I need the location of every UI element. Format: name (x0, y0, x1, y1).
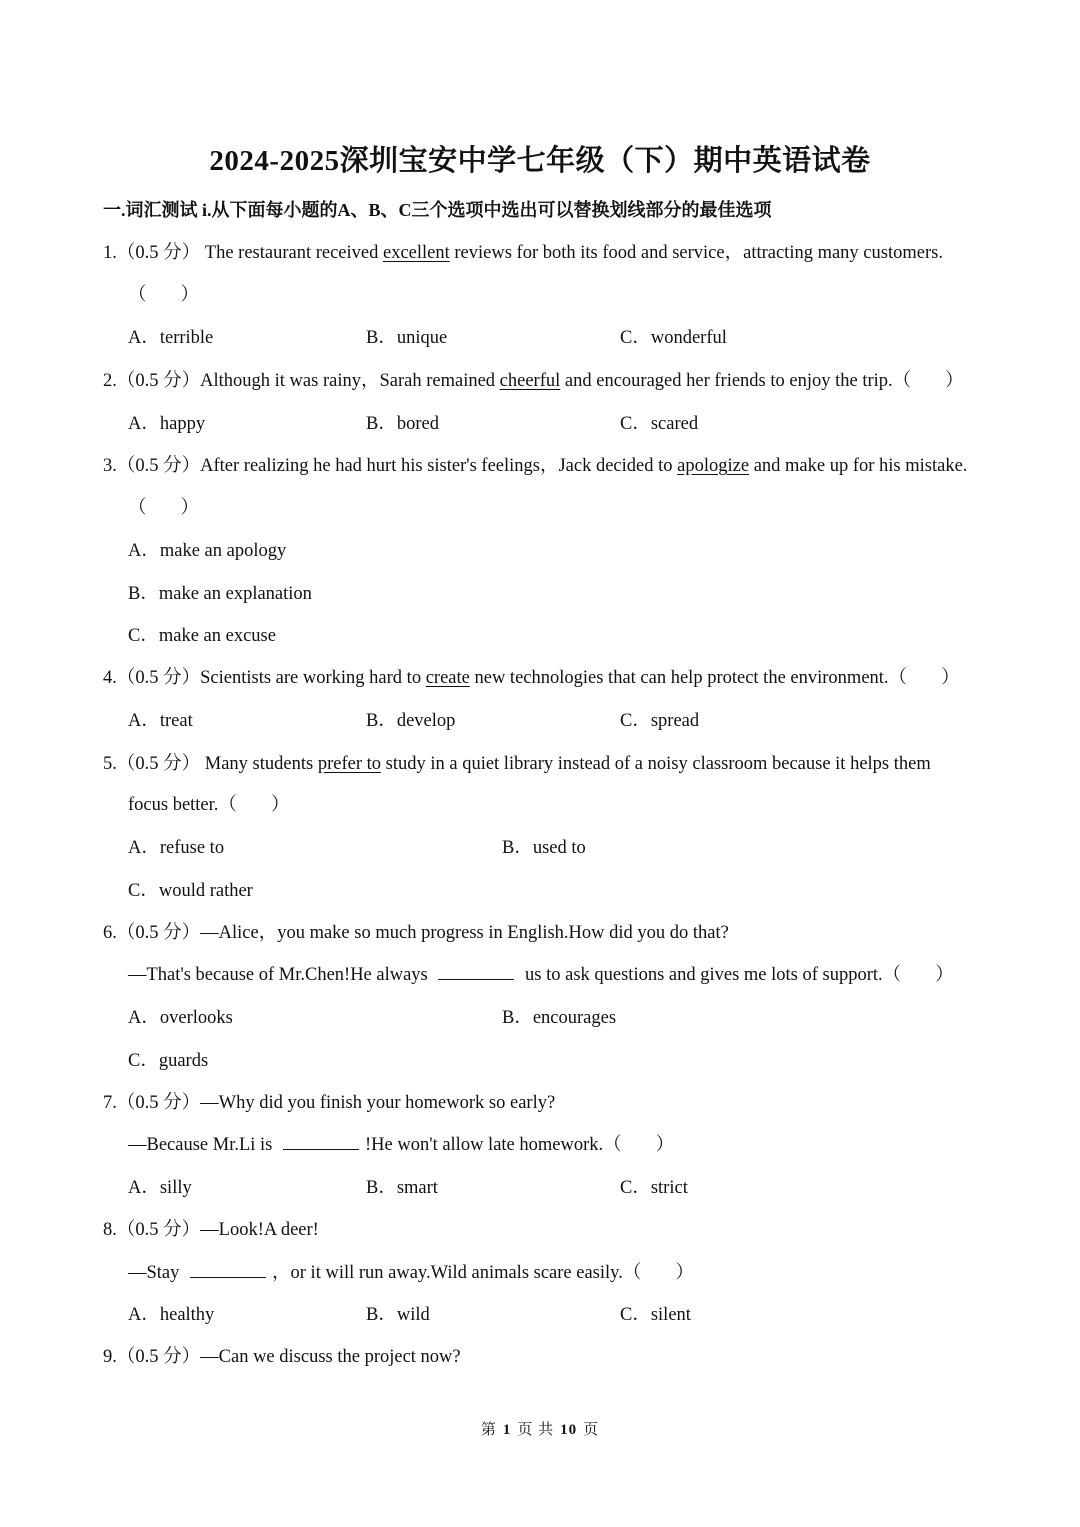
page-title: 2024-2025深圳宝安中学七年级（下）期中英语试卷 (209, 145, 871, 177)
answer-blank (438, 963, 514, 980)
question-4: 4.（0.5 分）Scientists are working hard to create new technologies that can help protect the environment.（ ） (103, 668, 960, 688)
question-8-dialog: —Stay ，or it will run away.Wild animals scare easily.（ ） (128, 1263, 694, 1283)
page-footer: 第 1 页 共 10 页 (480, 1422, 600, 1438)
option-b: B．wild (366, 1305, 430, 1325)
underlined-word: excellent (382, 243, 450, 263)
option-b: B．used to (502, 838, 586, 858)
answer-blank (283, 1133, 359, 1150)
question-1: 1.（0.5 分） The restaurant received excellent reviews for both its food and service，attracting many customers. (103, 243, 943, 263)
option-a: A．happy (128, 414, 206, 434)
question-5-cont: focus better.（ ） (128, 795, 290, 815)
answer-paren: （ ） (128, 285, 200, 305)
answer-paren: （ ） (128, 498, 200, 518)
option-c: C．wonderful (620, 328, 727, 348)
question-2: 2.（0.5 分）Although it was rainy，Sarah remained cheerful and encouraged her friends to enjoy the trip.（ ） (103, 371, 964, 391)
question-8: 8.（0.5 分）—Look!A deer! (103, 1220, 319, 1240)
option-b: B．bored (366, 414, 439, 434)
option-c: C．would rather (128, 881, 253, 901)
section-heading: 一.词汇测试 i.从下面每小题的A、B、C三个选项中选出可以替换划线部分的最佳选项 (103, 200, 772, 220)
question-6-dialog: —That's because of Mr.Chen!He always us to ask questions and gives me lots of support.（ ） (128, 965, 954, 985)
option-b: B．develop (366, 711, 456, 731)
underlined-word: create (425, 668, 470, 688)
question-3: 3.（0.5 分）After realizing he had hurt his sister's feelings，Jack decided to apologize and make up for his mistake. (103, 456, 968, 476)
option-c: C．scared (620, 414, 699, 434)
answer-blank (190, 1261, 266, 1278)
option-c: C．guards (128, 1051, 209, 1071)
option-b: B．smart (366, 1178, 438, 1198)
option-a: A．treat (128, 711, 193, 731)
option-a: A．silly (128, 1178, 192, 1198)
option-b: B．make an explanation (128, 584, 312, 604)
option-a: A．make an apology (128, 541, 287, 561)
question-6: 6.（0.5 分）—Alice，you make so much progress in English.How did you do that? (103, 923, 729, 943)
question-7-dialog: —Because Mr.Li is !He won't allow late homework.（ ） (128, 1135, 675, 1155)
option-a: A．overlooks (128, 1008, 233, 1028)
underlined-word: prefer to (317, 754, 381, 774)
option-a: A．terrible (128, 328, 214, 348)
page-number: 1 (502, 1422, 512, 1438)
option-a: A．refuse to (128, 838, 225, 858)
option-c: C．spread (620, 711, 700, 731)
option-c: C．strict (620, 1178, 688, 1198)
option-c: C．make an excuse (128, 626, 276, 646)
question-7: 7.（0.5 分）—Why did you finish your homework so early? (103, 1093, 556, 1113)
underlined-word: apologize (677, 456, 750, 476)
option-b: B．unique (366, 328, 448, 348)
option-c: C．silent (620, 1305, 691, 1325)
question-9: 9.（0.5 分）—Can we discuss the project now? (103, 1347, 461, 1367)
question-5: 5.（0.5 分） Many students prefer to study in a quiet library instead of a noisy classroom because it helps them (103, 754, 931, 774)
page-total: 10 (560, 1422, 578, 1438)
underlined-word: cheerful (499, 371, 561, 391)
option-a: A．healthy (128, 1305, 215, 1325)
option-b: B．encourages (502, 1008, 617, 1028)
